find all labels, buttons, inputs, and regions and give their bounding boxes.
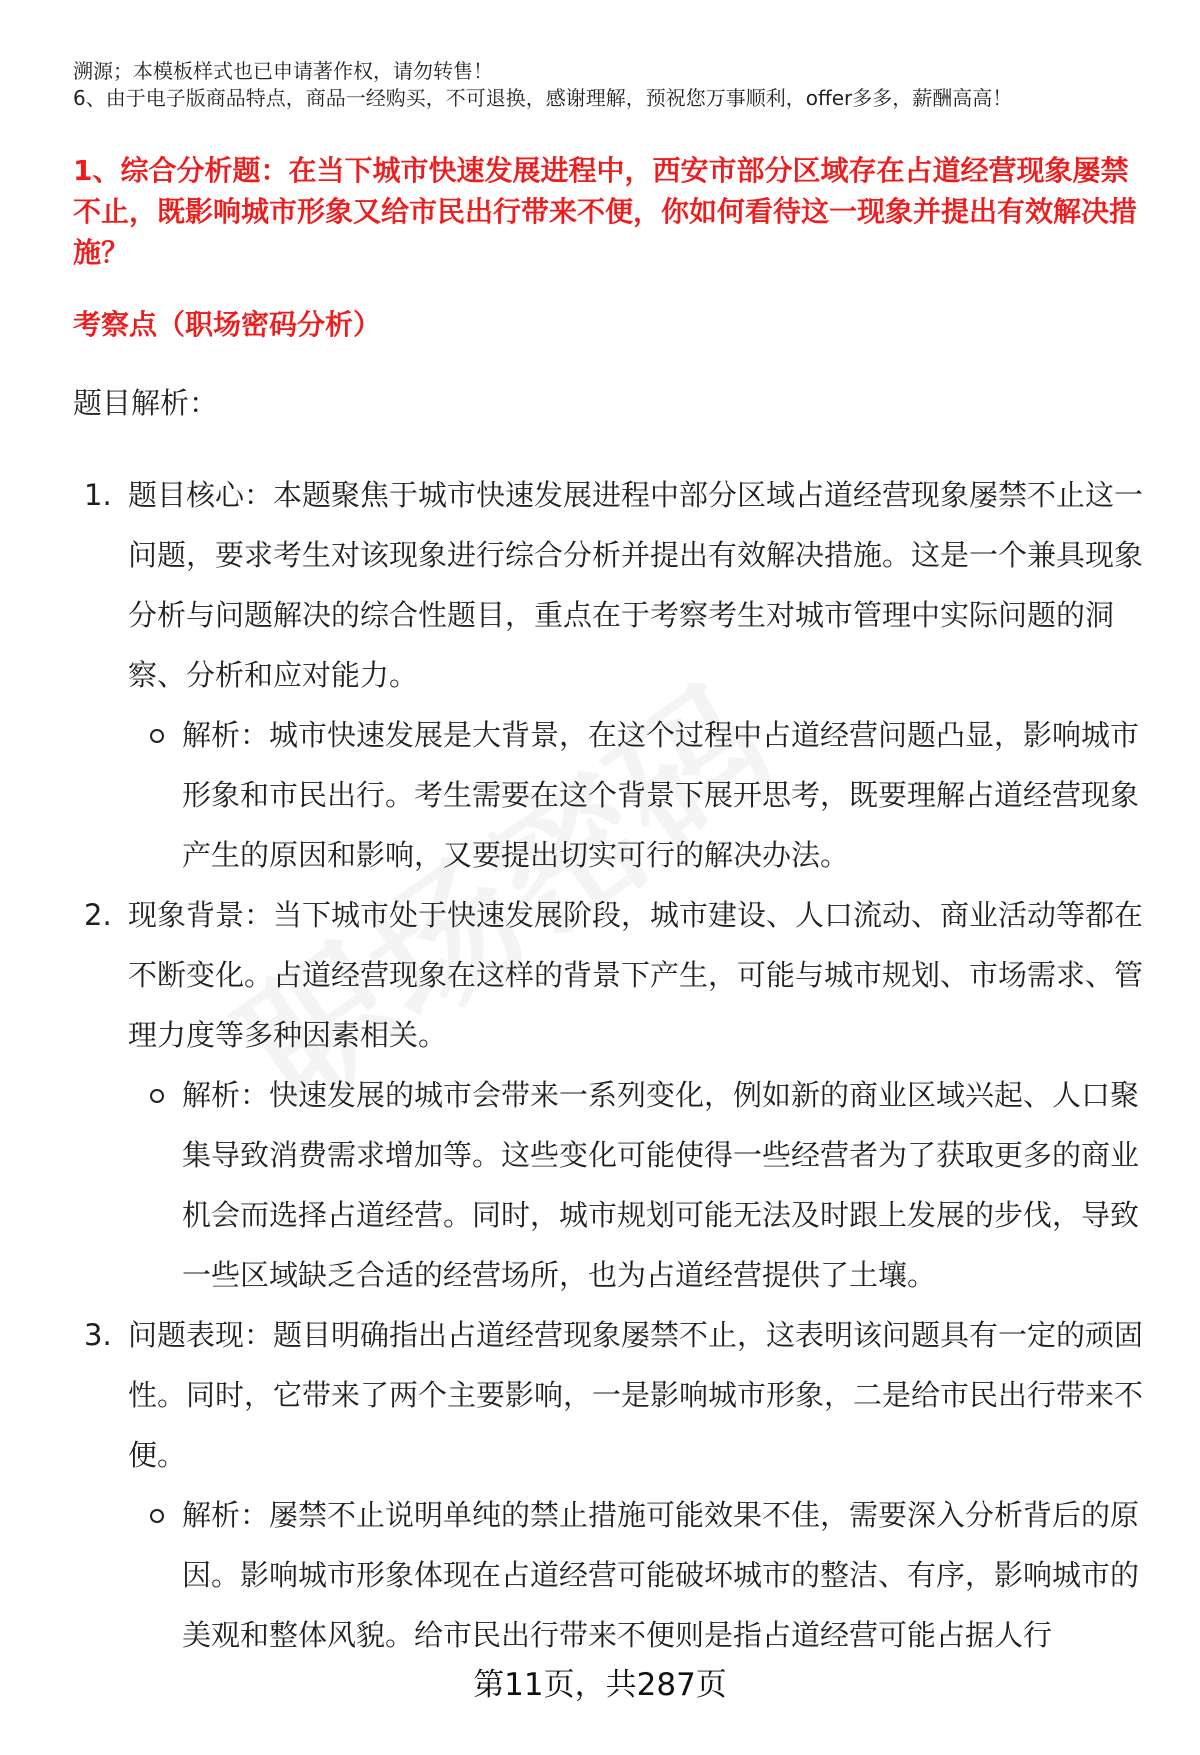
- analysis-list: [0, 465, 1200, 1665]
- sub-list-item-text: 解析：城市快速发展是大背景，在这个过程中占道经营问题凸显，影响城市形象和市民出行。考生需要在这个背景下展开思考，既要理解占道经营现象产生的原因和影响，又要提出切实可行的解决办法。: [182, 718, 1140, 872]
- analysis-title: 题目解析：: [73, 386, 219, 420]
- notice-line-1: 溯源；本模板样式也已申请著作权，请勿转售！: [73, 59, 493, 83]
- list-item-number: 1.: [84, 478, 112, 512]
- sub-list-item: [0, 1065, 1143, 1305]
- section-subheading: 考察点（职场密码分析）: [73, 308, 382, 341]
- sub-list-item-text: 解析：快速发展的城市会带来一系列变化，例如新的商业区域兴起、人口聚集导致消费需求增加等。这些变化可能使得一些经营者为了获取更多的商业机会而选择占道经营。同时，城市规划可能无法及时跟上发展的步伐，导致一些区域缺乏合适的经营场所，也为占道经营提供了土壤。: [182, 1078, 1140, 1292]
- list-item: [0, 1305, 1143, 1485]
- page-footer: 第11页，共287页: [473, 1667, 727, 1703]
- list-item: [0, 885, 1143, 1065]
- list-item: [0, 465, 1143, 705]
- circle-bullet-icon: [150, 729, 164, 743]
- list-item-number: 3.: [84, 1318, 112, 1352]
- question-heading: 1、综合分析题：在当下城市快速发展进程中，西安市部分区域存在占道经营现象屡禁不止，既影响城市形象又给市民出行带来不便，你如何看待这一现象并提出有效解决措施？: [73, 154, 1138, 269]
- list-item-text: 题目核心：本题聚焦于城市快速发展进程中部分区域占道经营现象屡禁不止这一问题，要求考生对该现象进行综合分析并提出有效解决措施。这是一个兼具现象分析与问题解决的综合性题目，重点在于考察考生对城市管理中实际问题的洞察、分析和应对能力。: [128, 478, 1144, 692]
- circle-bullet-icon: [150, 1089, 164, 1103]
- sub-list-item-text: 解析：屡禁不止说明单纯的禁止措施可能效果不佳，需要深入分析背后的原因。影响城市形象体现在占道经营可能破坏城市的整洁、有序，影响城市的美观和整体风貌。给市民出行带来不便则是指占道经营可能占据人行: [182, 1498, 1140, 1652]
- list-item-number: 2.: [84, 898, 112, 932]
- list-item-text: 现象背景：当下城市处于快速发展阶段，城市建设、人口流动、商业活动等都在不断变化。占道经营现象在这样的背景下产生，可能与城市规划、市场需求、管理力度等多种因素相关。: [128, 898, 1144, 1052]
- list-item-text: 问题表现：题目明确指出占道经营现象屡禁不止，这表明该问题具有一定的顽固性。同时，它带来了两个主要影响，一是影响城市形象，二是给市民出行带来不便。: [128, 1318, 1144, 1472]
- notice-line-2: 6、由于电子版商品特点，商品一经购买，不可退换，感谢理解，预祝您万事顺利，offer多多，薪酬高高！: [73, 86, 1013, 110]
- sub-list-item: [0, 705, 1143, 885]
- circle-bullet-icon: [150, 1509, 164, 1523]
- sub-list-item: [0, 1485, 1143, 1665]
